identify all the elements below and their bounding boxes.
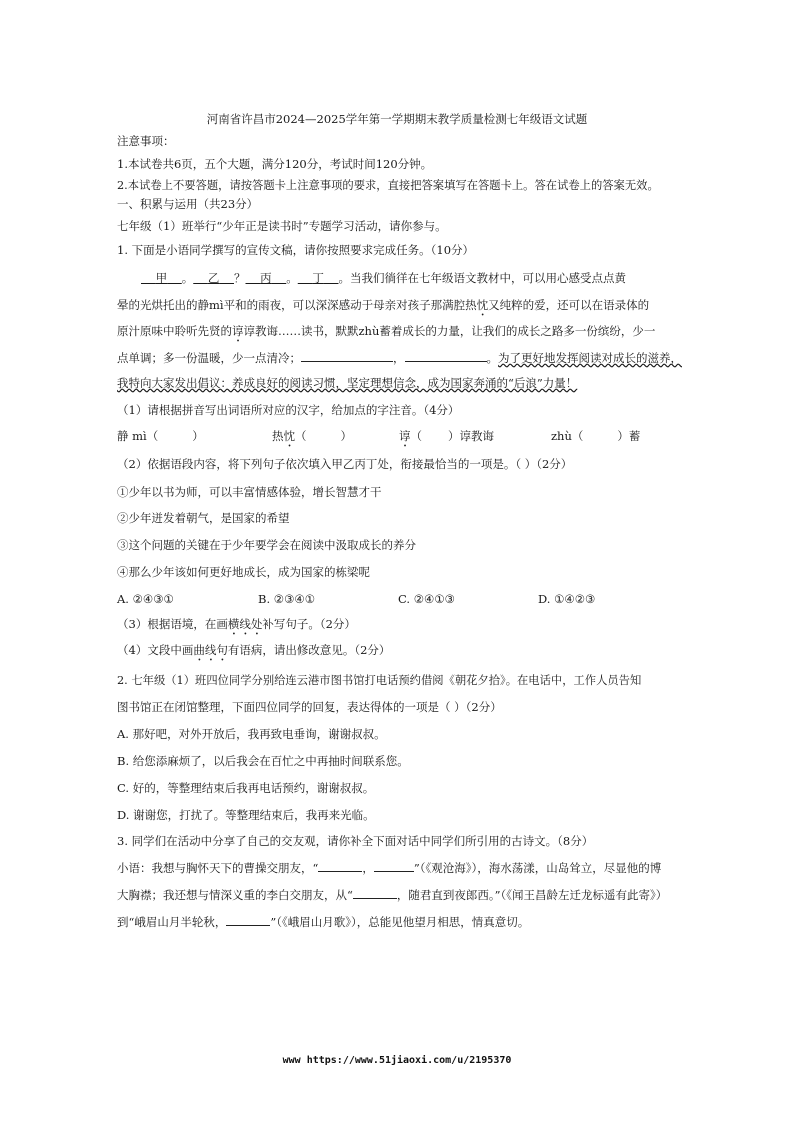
q1-sub4: （4）文段中画曲线句有语病，请出修改意见。（2分） (117, 643, 391, 657)
passage-line-5 (117, 376, 577, 390)
poem-blank-2[interactable] (374, 860, 414, 872)
poem-blank-3[interactable] (353, 887, 397, 899)
pinyin-item-zhu: zhù（ ）蓄 (551, 429, 641, 443)
notice-item-1: 1.本试卷共6页，五个大题，满分120分，考试时间120分钟。 (117, 157, 433, 171)
sentence-1: ①少年以书为师，可以丰富情感体验，增长智慧才干 (117, 485, 382, 499)
passage-line-1: 甲 。 乙 ？ 丙 。 丁 。当我们徜徉在七年级语文教材中，可以用心感受点点黄 (141, 271, 626, 285)
q1-sub1: （1）请根据拼音写出词语所对应的汉字，给加点的字注音。（4分） (117, 403, 460, 417)
poem-blank-4[interactable] (226, 914, 270, 926)
blank-jia: 甲 (155, 271, 168, 285)
dotted-char-chen: 忱 (476, 298, 489, 312)
q1-stem: 1. 下面是小语同学撰写的宣传文稿，请你按照要求完成任务。（10分） (117, 243, 475, 257)
q2-stem-line-2: 图书馆正在闭馆整理，下面四位同学的回复，表达得体的一项是（ ）（2分） (117, 700, 502, 714)
pinyin-item-chen: 热忱（ ） (272, 429, 352, 443)
blank-bing: 丙 (260, 271, 272, 285)
passage-line-2: 晕的光烘托出的静mì平和的雨夜，可以深深感动于母亲对孩子那满腔热忱又纯粹的爱，还可以在语录体的 (117, 298, 650, 312)
section1-intro: 七年级（1）班举行“少年正是读书时”专题学习活动，请你参与。 (117, 219, 447, 233)
q3-stem: 3. 同学们在活动中分享了自己的交友观，请你补全下面对话中同学们所引用的古诗文。（8分） (117, 834, 594, 848)
q2-option-a[interactable]: A. 那好吧，对外开放后，我再致电垂询，谢谢叔叔。 (117, 727, 386, 741)
q1-sub2: （2）依据语段内容，将下列句子依次填入甲乙丙丁处，衔接最恰当的一项是。（ ）（2分） (117, 457, 573, 471)
passage-line-4: 点单调；多一份温暖，少一点清冷； ， 。为了更好地发挥阅读对成长的滋养， (117, 351, 682, 365)
section1-heading: 一、积累与运用（共23分） (117, 197, 259, 211)
blank-ding: 丁 (312, 271, 324, 285)
passage-line-3: 原汁原味中聆听先贤的谆谆教诲……读书，默默zhù蓄着成长的力量，让我们的成长之路多一份缤纷，少一 (117, 324, 656, 338)
q3-line-1: 小语：我想与胸怀天下的曹操交朋友，“ ， ”（《观沧海》），海水荡漾，山岛耸立，尽显他的博 (117, 861, 662, 875)
q1-option-d[interactable]: D. ①④②③ (538, 592, 596, 606)
fill-blank-1[interactable] (301, 350, 393, 362)
q1-option-b[interactable]: B. ②③④① (258, 592, 316, 606)
poem-blank-1[interactable] (318, 860, 362, 872)
q2-option-c[interactable]: C. 好的，等整理结束后我再电话预约，谢谢叔叔。 (117, 781, 375, 795)
watermark-url: www https://www.51jiaoxi.com/u/2195370 (282, 1055, 512, 1066)
q3-line-3: 到“峨眉山月半轮秋， ”（《峨眉山月歌》），总能见他望月相思，情真意切。 (117, 915, 530, 929)
q1-sub3: （3）根据语境，在画横线处补写句子。（2分） (117, 617, 356, 631)
q2-option-d[interactable]: D. 谢谢您，打扰了。等整理结束后，我再来光临。 (117, 808, 375, 822)
blank-yi: 乙 (207, 271, 220, 285)
sentence-4: ④那么少年该如何更好地成长，成为国家的栋梁呢 (117, 565, 370, 579)
notice-item-2: 2.本试卷上不要答题，请按答题卡上注意事项的要求，直接把答案填写在答题卡上。答在试卷上的答案无效。 (117, 179, 659, 192)
q2-option-b[interactable]: B. 给您添麻烦了，以后我会在百忙之中再抽时间联系您。 (117, 754, 409, 768)
pinyin-item-zhun: 谆（ ）谆教诲 (399, 429, 494, 443)
wavy-sentence-part1: 为了更好地发挥阅读对成长的滋养， (498, 351, 682, 365)
dotted-char-zhun: 谆 (232, 324, 244, 338)
q1-option-a[interactable]: A. ②④③① (117, 592, 174, 606)
q1-option-c[interactable]: C. ②④①③ (398, 592, 455, 606)
q2-stem-line-1: 2. 七年级（1）班四位同学分别给连云港市图书馆打电话预约借阅《朝花夕拾》。在电话中，工作人员告知 (117, 674, 642, 687)
exam-title: 河南省许昌市2024—2025学年第一学期期末教学质量检测七年级语文试题 (206, 112, 588, 126)
notice-heading: 注意事项： (117, 134, 175, 148)
pinyin-item-mi: 静 mì（ ） (117, 429, 204, 443)
sentence-2: ②少年迸发着朝气，是国家的希望 (117, 511, 290, 525)
q3-line-2: 大胸襟；我还想与情深义重的李白交朋友，从“ ，随君直到夜郎西。”（《闻王昌龄左迁龙标遥有此寄》） (117, 888, 668, 902)
sentence-3: ③这个问题的关键在于少年要学会在阅读中汲取成长的养分 (117, 538, 416, 552)
wavy-sentence-part2: 我特向大家发出倡议：养成良好的阅读习惯，坚定理想信念，成为国家奔涌的“后浪”力量！ (117, 376, 578, 390)
fill-blank-2[interactable] (405, 350, 487, 362)
